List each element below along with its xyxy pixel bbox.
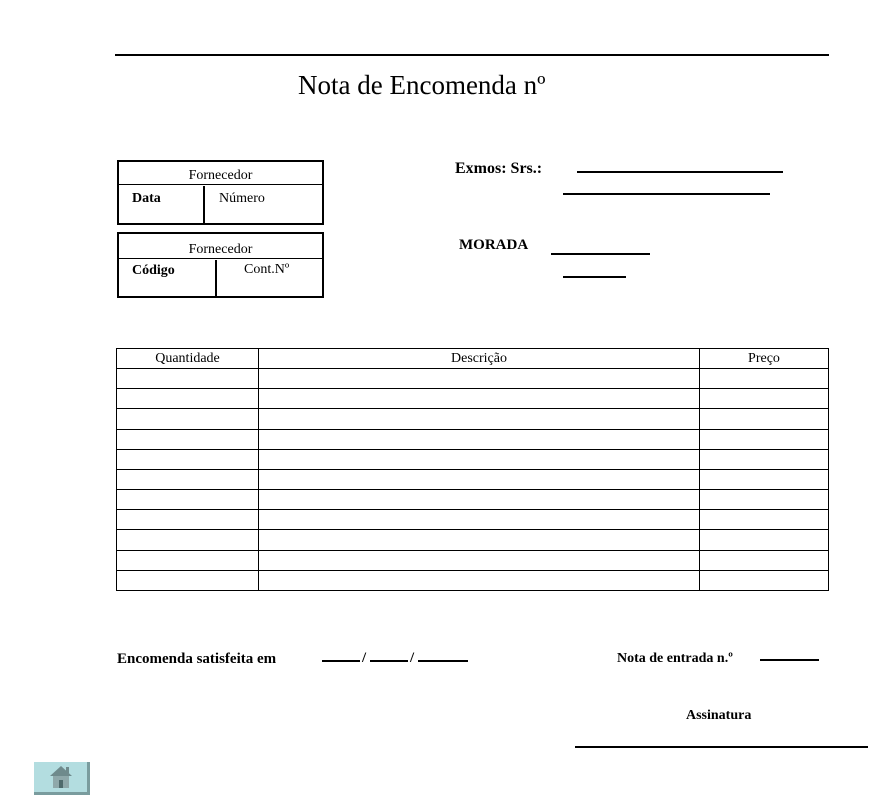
table-cell [117, 490, 259, 510]
table-cell [700, 389, 829, 409]
table-cell [700, 550, 829, 570]
address-line [551, 253, 650, 255]
number-label: Número [219, 191, 265, 206]
table-cell [259, 369, 700, 389]
table-cell [117, 369, 259, 389]
divider [203, 186, 205, 223]
table-cell [700, 429, 829, 449]
table-row [117, 510, 829, 530]
table-row [117, 570, 829, 590]
table-cell [117, 449, 259, 469]
month-line [370, 660, 408, 662]
table-cell [259, 409, 700, 429]
table-cell [117, 389, 259, 409]
nota-entrada-label: Nota de entrada n.º [617, 651, 733, 666]
table-cell [700, 369, 829, 389]
table-cell [259, 389, 700, 409]
table-cell [117, 409, 259, 429]
supplier-box-code [117, 232, 324, 298]
table-row [117, 449, 829, 469]
date-separator: / [362, 650, 367, 666]
morada-label: MORADA [459, 237, 529, 253]
assinatura-label: Assinatura [686, 708, 752, 723]
table-cell [700, 510, 829, 530]
table-cell [700, 409, 829, 429]
home-icon [34, 762, 87, 792]
table-row [117, 409, 829, 429]
top-rule [115, 54, 829, 56]
header-quantidade: Quantidade [117, 349, 259, 369]
table-row [117, 550, 829, 570]
table-cell [259, 550, 700, 570]
table-cell [700, 530, 829, 550]
table-cell [259, 530, 700, 550]
table-row [117, 530, 829, 550]
table-row [117, 429, 829, 449]
contribuinte-label: Cont.Nº [244, 262, 290, 277]
table-cell [259, 449, 700, 469]
table-row [117, 490, 829, 510]
nota-entrada-line [760, 659, 819, 661]
table-cell [259, 469, 700, 489]
table-cell [117, 570, 259, 590]
signature-line [575, 746, 868, 748]
items-table [116, 348, 829, 591]
satisfeita-label: Encomenda satisfeita em [117, 651, 277, 667]
table-cell [117, 530, 259, 550]
date-separator: / [410, 650, 415, 666]
table-row [117, 469, 829, 489]
recipient-line [577, 171, 783, 173]
divider [215, 260, 217, 296]
home-button[interactable] [34, 762, 90, 795]
supplier-box-date [117, 160, 324, 225]
address-line-2 [563, 276, 626, 278]
table-cell [700, 490, 829, 510]
table-row [117, 389, 829, 409]
header-descricao: Descrição [259, 349, 700, 369]
code-label: Código [132, 263, 175, 278]
page-title: Nota de Encomenda nº [298, 70, 546, 100]
box-header: Fornecedor [119, 162, 322, 185]
table-cell [117, 469, 259, 489]
box-header: Fornecedor [119, 234, 322, 259]
header-preco: Preço [700, 349, 829, 369]
table-cell [700, 449, 829, 469]
table-cell [259, 490, 700, 510]
exmos-label: Exmos: Srs.: [455, 160, 543, 177]
date-label: Data [132, 191, 161, 206]
table-cell [117, 510, 259, 530]
table-cell [700, 469, 829, 489]
table-row [117, 369, 829, 389]
table-cell [117, 550, 259, 570]
year-line [418, 660, 468, 662]
day-line [322, 660, 360, 662]
table-cell [700, 570, 829, 590]
table-cell [259, 429, 700, 449]
recipient-line-2 [563, 193, 770, 195]
table-cell [259, 510, 700, 530]
table-cell [117, 429, 259, 449]
table-cell [259, 570, 700, 590]
